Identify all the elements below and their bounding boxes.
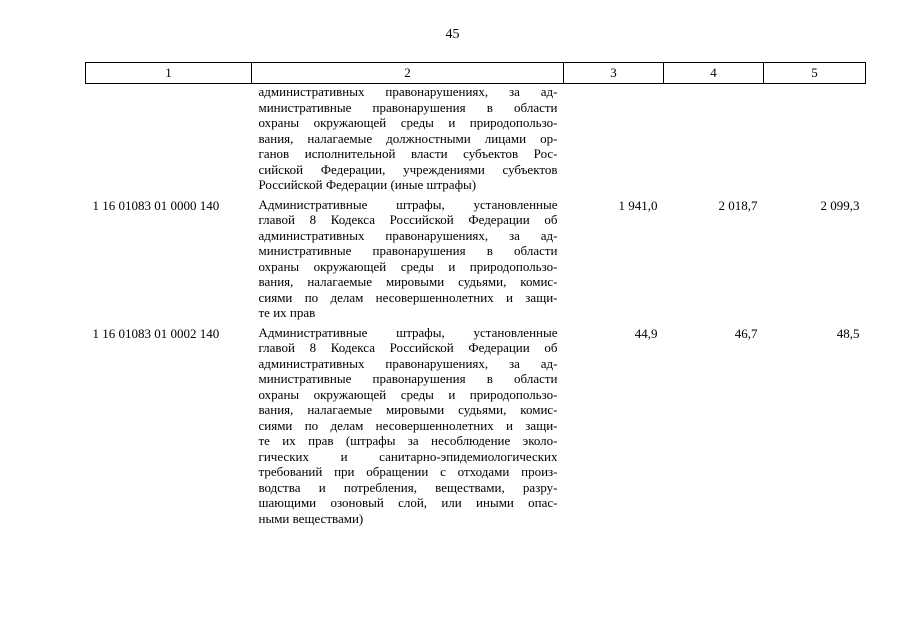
description-line: охраны окружающей среды и природопользо- (258, 258, 558, 274)
column-header-4: 4 (664, 63, 764, 84)
amount-col4 (664, 84, 764, 197)
description-line: ганов исполнительной власти субъектов Рос- (258, 146, 558, 161)
revenue-code: 1 16 01083 01 0002 140 (92, 325, 220, 341)
description-line: водства и потребления, веществами, разру- (258, 479, 558, 495)
description-line: шающими озоновый слой, или иными опас- (258, 495, 558, 510)
description-line: Административные штрафы, установленные (258, 324, 558, 340)
column-header-2: 2 (252, 63, 564, 84)
column-header-3: 3 (564, 63, 664, 84)
description-line: охраны окружающей среды и природопользо- (258, 386, 558, 402)
table-header-row (86, 63, 866, 84)
amount-col5 (764, 84, 866, 197)
table-row (86, 197, 866, 325)
revenue-description (252, 325, 564, 531)
description-line: сиями по делам несовершеннолетних и защи- (258, 417, 558, 433)
description-line: министративные правонарушения в области (258, 243, 558, 258)
amount-col4: 46,7 (734, 325, 758, 341)
revenue-description (252, 197, 564, 325)
amount-col3: 44,9 (634, 325, 658, 341)
column-header-5: 5 (764, 63, 866, 84)
description-line: гических и санитарно-эпидемиологических (258, 448, 558, 464)
description-line: Российской Федерации (иные штрафы) (258, 177, 477, 192)
amount-col5: 2 099,3 (820, 197, 860, 213)
description-line: сиями по делам несовершеннолетних и защи- (258, 289, 558, 305)
column-header-1: 1 (86, 63, 252, 84)
amount-col4: 2 018,7 (718, 197, 758, 213)
description-line: ными веществами) (258, 510, 364, 526)
description-line: вания, налагаемые мировыми судьями, комис- (258, 402, 558, 417)
description-line: охраны окружающей среды и природопользо- (258, 115, 558, 130)
amount-col5: 48,5 (836, 325, 860, 341)
table-row-continuation (86, 84, 866, 197)
description-line: главой 8 Кодекса Российской Федерации об (258, 340, 558, 355)
page-number: 45 (445, 27, 460, 42)
revenue-code (86, 84, 252, 197)
revenue-description (252, 84, 564, 197)
description-line: те их прав (258, 305, 316, 320)
amount-col3 (564, 84, 664, 197)
description-line: главой 8 Кодекса Российской Федерации об (258, 212, 558, 227)
description-line: административных правонарушениях, за ад- (258, 227, 558, 243)
description-line: те их прав (штрафы за несоблюдение эколо- (258, 433, 558, 448)
description-line: вания, налагаемые мировыми судьями, комис- (258, 274, 558, 289)
budget-table (85, 62, 866, 530)
revenue-code: 1 16 01083 01 0000 140 (92, 197, 220, 213)
amount-col3: 1 941,0 (618, 197, 658, 213)
description-line: сийской Федерации, учреждениями субъектов (258, 161, 558, 177)
description-line: министративные правонарушения в области (258, 99, 558, 115)
description-line: Административные штрафы, установленные (258, 196, 558, 212)
description-line: министративные правонарушения в области (258, 371, 558, 386)
description-line: вания, налагаемые должностными лицами ор- (258, 130, 558, 146)
description-line: административных правонарушениях, за ад- (258, 84, 558, 99)
description-line: административных правонарушениях, за ад- (258, 355, 558, 371)
description-line: требований при обращении с отходами произ- (258, 464, 558, 479)
table-row (86, 325, 866, 531)
